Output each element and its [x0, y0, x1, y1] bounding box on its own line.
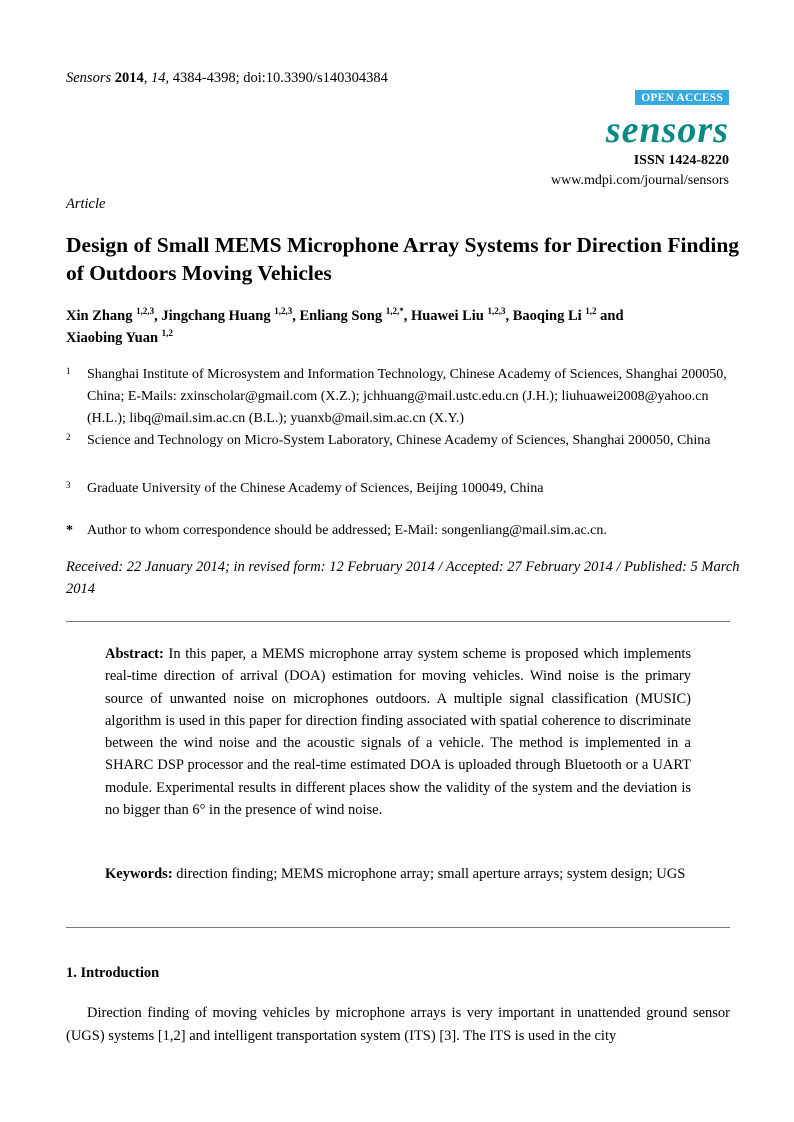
author-name: Enliang Song — [299, 308, 386, 324]
author-name: Jingchang Huang — [161, 308, 275, 324]
citation-line: Sensors 2014, 14, 4384-4398; doi:10.3390/s140304384 — [66, 70, 388, 86]
author-affiliation: 1,2,3 — [274, 306, 293, 316]
author-separator: , — [154, 308, 162, 324]
abstract — [105, 643, 691, 821]
issn: ISSN 1424-8220 — [633, 153, 729, 168]
affiliation-text: Shanghai Institute of Microsystem and Information Technology, Chinese Academy of Sciences, Shanghai 200050, China; E-Mails: zxinscholar@gmail.com (X.Z.); jchhuang@mail.ustc.edu.cn (J.H.); liuhuawei2008@yahoo.cn (H.L.); libq@mail.sim.ac.cn (B.L.); yuanxb@mail.sim.ac.cn (X.Y.) — [87, 367, 727, 426]
affiliation-1 — [66, 364, 746, 430]
affiliation-2 — [66, 430, 746, 452]
author-affiliation: 1,2 — [161, 328, 173, 338]
journal-logo: sensors — [605, 109, 729, 151]
affiliation-3 — [66, 478, 746, 500]
journal-name: Sensors — [66, 70, 112, 86]
affiliation-number: 2 — [66, 432, 71, 442]
open-access-badge: OPEN ACCESS — [635, 90, 729, 105]
author-list — [66, 305, 746, 349]
author-name: Xin Zhang — [66, 308, 137, 324]
correspondence-note — [66, 520, 746, 542]
author-name: Xiaobing Yuan — [66, 330, 162, 346]
journal-url[interactable]: www.mdpi.com/journal/sensors — [551, 173, 729, 188]
publication-dates: Received: 22 January 2014; in revised form: 12 February 2014 / Accepted: 27 February 2014 / Published: 5 March 2014 — [66, 559, 740, 597]
divider-bottom — [66, 927, 730, 928]
keywords-text: direction finding; MEMS microphone array; small aperture arrays; system design; UGS — [176, 866, 686, 882]
volume: 14 — [151, 70, 166, 86]
author-separator: , — [292, 308, 300, 324]
section-heading: 1. Introduction — [66, 965, 160, 981]
publication-year: 2014 — [114, 70, 144, 86]
divider-top — [66, 621, 730, 622]
page-range: 4384-4398 — [172, 70, 236, 86]
author-affiliation: 1,2,* — [385, 306, 404, 316]
author-separator: , — [505, 308, 513, 324]
paper-title: Design of Small MEMS Microphone Array Systems for Direction Finding of Outdoors Moving Vehicles — [66, 233, 740, 285]
author-name: Baoqing Li — [512, 308, 586, 324]
intro-paragraph: Direction finding of moving vehicles by microphone arrays is very important in unattended ground sensor (UGS) systems [1,2] and intelligent transportation system (ITS) [3]. The ITS is used in the city — [66, 1005, 730, 1044]
author-affiliation: 1,2,3 — [136, 306, 155, 316]
affiliation-text: Science and Technology on Micro-System Laboratory, Chinese Academy of Sciences, Shanghai 200050, China — [87, 433, 711, 448]
author-separator: and — [596, 308, 624, 324]
keywords — [105, 863, 691, 885]
abstract-label: Abstract: — [105, 646, 164, 662]
affiliation-number: 1 — [66, 366, 71, 376]
abstract-text: In this paper, a MEMS microphone array system scheme is proposed which implements real-time direction of arrival (DOA) estimation for moving vehicles. Wind noise is the primary source of unwanted noise on microphones outdoors. A multiple signal classification (MUSIC) algorithm is used in this paper for direction finding associated with spatial coherence to discriminate between the wind noise and the acoustic signals of a vehicle. The method is implemented in a SHARC DSP processor and the real-time estimated DOA is uploaded through Bluetooth or a UART module. Experimental results in different places show the validity of the system and the deviation is no bigger than 6° in the presence of wind noise. — [105, 646, 691, 819]
affiliation-number: 3 — [66, 480, 71, 490]
affiliation-text: Graduate University of the Chinese Academy of Sciences, Beijing 100049, China — [87, 481, 544, 496]
author-separator: , — [403, 308, 411, 324]
author-affiliation: 1,2,3 — [487, 306, 506, 316]
correspondence-text: Author to whom correspondence should be addressed; E-Mail: songenliang@mail.sim.ac.cn. — [87, 523, 607, 538]
author-name: Huawei Liu — [410, 308, 488, 324]
doi: doi:10.3390/s140304384 — [243, 70, 388, 86]
corresponding-marker: * — [66, 523, 73, 538]
keywords-label: Keywords: — [105, 866, 173, 882]
author-affiliation: 1,2 — [585, 306, 597, 316]
article-type: Article — [66, 196, 106, 212]
